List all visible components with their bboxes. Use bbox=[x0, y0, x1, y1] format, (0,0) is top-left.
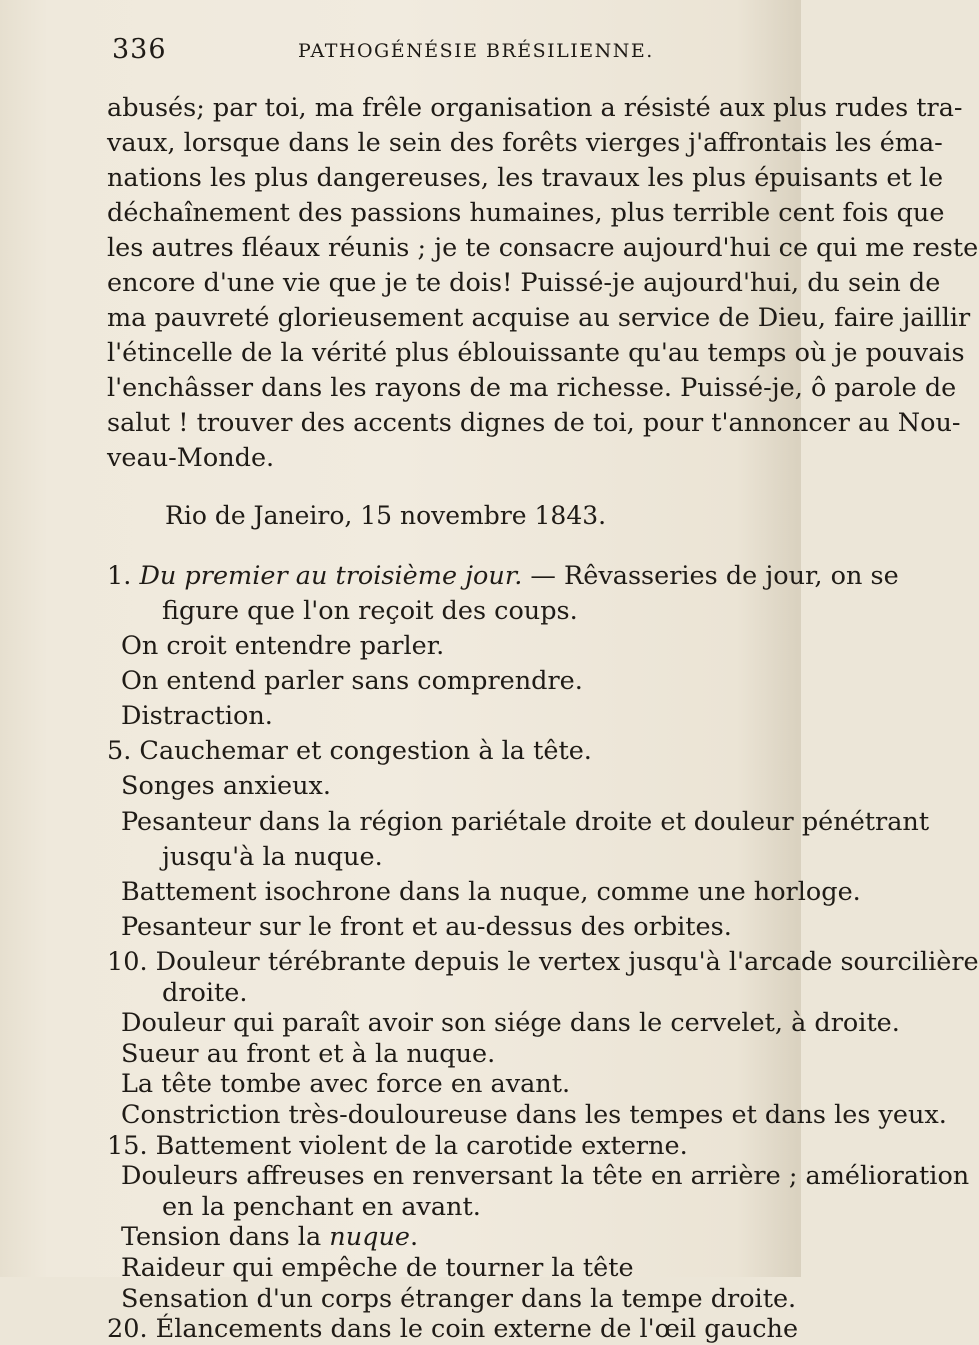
symptom-entry: 15. Battement violent de la carotide externe. bbox=[107, 1130, 688, 1161]
symptom-continuation: droite. bbox=[162, 977, 248, 1008]
paragraph-line: l'étincelle de la vérité plus éblouissante qu'au temps où je pouvais bbox=[107, 338, 965, 368]
paragraph-line: l'enchâsser dans les rayons de ma richesse. Puissé-je, ô parole de bbox=[107, 373, 957, 403]
paragraph-line: les autres fléaux réunis ; je te consacre aujourd'hui ce qui me reste bbox=[107, 233, 979, 263]
dateline: Rio de Janeiro, 15 novembre 1843. bbox=[165, 501, 607, 530]
symptom-entry: Songes anxieux. bbox=[121, 771, 332, 801]
paragraph-line: déchaînement des passions humaines, plus terrible cent fois que bbox=[107, 198, 945, 228]
paragraph-line: ma pauvreté glorieusement acquise au service de Dieu, faire jaillir bbox=[107, 303, 971, 333]
symptom-entry: Tension dans la nuque. bbox=[121, 1222, 419, 1253]
symptom-entry: Battement isochrone dans la nuque, comme une horloge. bbox=[121, 877, 861, 907]
symptom-entry: 20. Élancements dans le coin externe de l'œil gauche bbox=[107, 1314, 799, 1345]
symptom-entry: On entend parler sans comprendre. bbox=[121, 666, 583, 696]
symptom-continuation: figure que l'on reçoit des coups. bbox=[162, 596, 578, 626]
symptom-entry: La tête tombe avec force en avant. bbox=[121, 1069, 571, 1100]
symptom-continuation: jusqu'à la nuque. bbox=[162, 842, 383, 872]
symptom-period-heading: Du premier au troisième jour. bbox=[139, 561, 523, 591]
paragraph-line: salut ! trouver des accents dignes de toi, pour t'annoncer au Nou- bbox=[107, 408, 961, 438]
page-number: 336 bbox=[112, 34, 167, 65]
symptom-entry bbox=[107, 560, 899, 592]
symptom-entry: Sueur au front et à la nuque. bbox=[121, 1038, 496, 1069]
symptom-entry: Constriction très-douloureuse dans les tempes et dans les yeux. bbox=[121, 1100, 947, 1130]
symptom-entry: Douleurs affreuses en renversant la tête en arrière ; amélioration bbox=[121, 1161, 970, 1192]
symptom-entry: Pesanteur sur le front et au-dessus des orbites. bbox=[121, 912, 732, 942]
running-title: PATHOGÉNÉSIE BRÉSILIENNE. bbox=[298, 40, 654, 62]
symptom-entry: Sensation d'un corps étranger dans la tempe droite. bbox=[121, 1283, 797, 1314]
symptom-continuation: en la penchant en avant. bbox=[162, 1191, 481, 1222]
page-header bbox=[0, 34, 801, 74]
italic-word: nuque bbox=[329, 1222, 410, 1253]
symptom-entry: Pesanteur dans la région pariétale droite et douleur pénétrant bbox=[121, 807, 930, 837]
paragraph-line: abusés; par toi, ma frêle organisation a résisté aux plus rudes tra- bbox=[107, 93, 963, 123]
symptom-entry: 5. Cauchemar et congestion à la tête. bbox=[107, 736, 592, 766]
symptom-entry: 10. Douleur térébrante depuis le vertex jusqu'à l'arcade sourcilière bbox=[107, 947, 979, 977]
paragraph-line: veau-Monde. bbox=[107, 443, 275, 473]
symptom-text: — Rêvasseries de jour, on se bbox=[522, 561, 899, 591]
symptom-entry: Distraction. bbox=[121, 701, 273, 731]
symptom-entry: On croit entendre parler. bbox=[121, 631, 445, 661]
symptom-entry: Douleur qui paraît avoir son siége dans le cervelet, à droite. bbox=[121, 1008, 900, 1039]
symptom-entry: Raideur qui empêche de tourner la tête bbox=[121, 1253, 634, 1283]
paragraph-line: vaux, lorsque dans le sein des forêts vierges j'affrontais les éma- bbox=[107, 128, 943, 158]
paragraph-line: encore d'une vie que je te dois! Puissé-je aujourd'hui, du sein de bbox=[107, 268, 941, 298]
paragraph-line: nations les plus dangereuses, les travaux les plus épuisants et le bbox=[107, 163, 944, 193]
symptom-number: 1. bbox=[107, 561, 132, 591]
